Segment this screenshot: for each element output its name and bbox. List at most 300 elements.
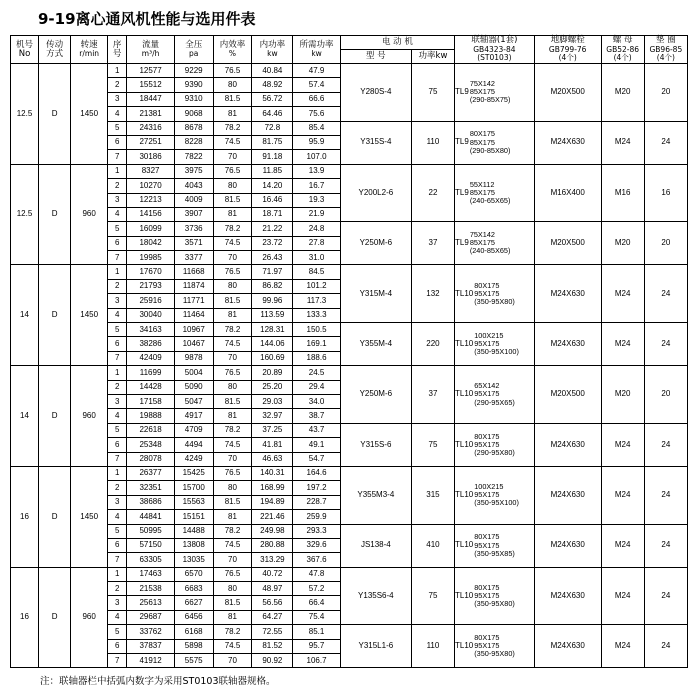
cell-inner-power: 168.99: [252, 481, 293, 495]
cell-motor-model: Y135S6-4: [340, 567, 411, 625]
cell-motor-model: Y315S-6: [340, 423, 411, 466]
coupling-spec-line: (290-95X65): [474, 397, 515, 407]
cell-flow: 27251: [127, 135, 174, 149]
cell-required-power: 66.6: [293, 92, 340, 106]
cell-washer: 20: [644, 222, 687, 265]
table-row: [11, 567, 688, 581]
cell-rpm: 1450: [71, 466, 108, 567]
coupling-type-label: TL10: [455, 590, 474, 600]
cell-pressure: 6683: [174, 582, 213, 596]
cell-pressure: 13035: [174, 553, 213, 567]
cell-inner-power: 64.27: [252, 610, 293, 624]
cell-nut: M20: [601, 366, 644, 424]
cell-anchor-bolt: M24X630: [534, 323, 601, 366]
cell-seq: 2: [107, 279, 126, 293]
cell-flow: 38286: [127, 337, 174, 351]
cell-seq: 1: [107, 265, 126, 279]
cell-required-power: 31.0: [293, 251, 340, 265]
coupling-spec-line: (350-95X100): [474, 347, 519, 357]
cell-seq: 6: [107, 438, 126, 452]
cell-coupling: [455, 524, 535, 567]
cell-inner-power: 32.97: [252, 409, 293, 423]
cell-washer: 20: [644, 366, 687, 424]
table-row: [11, 265, 688, 279]
cell-flow: 63305: [127, 553, 174, 567]
coupling-spec-stack: [474, 483, 519, 508]
cell-seq: 7: [107, 452, 126, 466]
header-washer: 垫 圈 GB96-85 (4个): [644, 36, 687, 64]
cell-seq: 6: [107, 236, 126, 250]
cell-flow: 44841: [127, 510, 174, 524]
cell-inner-power: 20.89: [252, 366, 293, 380]
cell-seq: 1: [107, 64, 126, 78]
header-no: 机号 No: [11, 36, 39, 64]
cell-pressure: 11464: [174, 308, 213, 322]
cell-seq: 3: [107, 294, 126, 308]
cell-required-power: 84.5: [293, 265, 340, 279]
cell-pressure: 6570: [174, 567, 213, 581]
cell-efficiency: 74.5: [213, 337, 252, 351]
coupling-spec-line: 85X175: [469, 238, 495, 248]
cell-efficiency: 74.5: [213, 538, 252, 552]
cell-flow: 19985: [127, 251, 174, 265]
header-flow: 流量 m³/h: [127, 36, 174, 64]
cell-pressure: 9390: [174, 78, 213, 92]
cell-seq: 1: [107, 466, 126, 480]
cell-pressure: 10967: [174, 323, 213, 337]
cell-motor-power: 220: [411, 323, 454, 366]
cell-efficiency: 70: [213, 553, 252, 567]
coupling-spec-stack: [474, 282, 515, 307]
cell-anchor-bolt: M20X500: [534, 64, 601, 122]
cell-flow: 10270: [127, 179, 174, 193]
coupling-spec-stack: [474, 382, 515, 407]
cell-efficiency: 81.5: [213, 495, 252, 509]
cell-pressure: 5898: [174, 639, 213, 653]
cell-seq: 4: [107, 610, 126, 624]
cell-inner-power: 313.29: [252, 553, 293, 567]
coupling-spec-line: 80X175: [474, 532, 500, 542]
cell-pressure: 4043: [174, 179, 213, 193]
cell-washer: 24: [644, 466, 687, 524]
cell-efficiency: 74.5: [213, 639, 252, 653]
cell-flow: 14428: [127, 380, 174, 394]
cell-seq: 4: [107, 207, 126, 221]
cell-inner-power: 26.43: [252, 251, 293, 265]
cell-seq: 4: [107, 308, 126, 322]
cell-efficiency: 81: [213, 510, 252, 524]
cell-coupling: [455, 265, 535, 323]
cell-required-power: 38.7: [293, 409, 340, 423]
cell-pressure: 10467: [174, 337, 213, 351]
cell-nut: M24: [601, 121, 644, 164]
cell-motor-model: Y250M-6: [340, 222, 411, 265]
cell-seq: 2: [107, 179, 126, 193]
cell-required-power: 21.9: [293, 207, 340, 221]
coupling-spec-line: 75X142: [469, 79, 495, 89]
cell-efficiency: 80: [213, 78, 252, 92]
cell-motor-power: 315: [411, 466, 454, 524]
cell-inner-power: 11.85: [252, 164, 293, 178]
cell-required-power: 54.7: [293, 452, 340, 466]
cell-efficiency: 76.5: [213, 265, 252, 279]
cell-nut: M16: [601, 164, 644, 222]
table-body: [11, 64, 688, 668]
cell-rpm: 960: [71, 164, 108, 265]
coupling-spec-line: (290-85X75): [469, 95, 511, 105]
coupling-spec-line: 55X112: [469, 179, 495, 189]
cell-flow: 11699: [127, 366, 174, 380]
cell-required-power: 329.6: [293, 538, 340, 552]
cell-pressure: 15700: [174, 481, 213, 495]
cell-inner-power: 90.92: [252, 654, 293, 668]
cell-inner-power: 81.75: [252, 135, 293, 149]
cell-seq: 5: [107, 423, 126, 437]
cell-efficiency: 81: [213, 107, 252, 121]
coupling-spec-stack: [474, 332, 519, 357]
cell-anchor-bolt: M24X630: [534, 121, 601, 164]
cell-fan-no: 14: [11, 265, 39, 366]
cell-inner-power: 71.97: [252, 265, 293, 279]
cell-rpm: 1450: [71, 64, 108, 165]
cell-seq: 3: [107, 495, 126, 509]
cell-seq: 2: [107, 78, 126, 92]
cell-efficiency: 78.2: [213, 625, 252, 639]
coupling-spec-line: 80X175: [474, 582, 500, 592]
cell-efficiency: 74.5: [213, 236, 252, 250]
cell-washer: 24: [644, 423, 687, 466]
coupling-spec-line: 95X175: [474, 439, 500, 449]
cell-efficiency: 76.5: [213, 366, 252, 380]
cell-seq: 5: [107, 323, 126, 337]
cell-inner-power: 14.20: [252, 179, 293, 193]
cell-seq: 6: [107, 639, 126, 653]
cell-required-power: 19.3: [293, 193, 340, 207]
cell-drive-type: D: [39, 466, 71, 567]
table-row: [11, 466, 688, 480]
cell-required-power: 107.0: [293, 150, 340, 164]
cell-pressure: 15563: [174, 495, 213, 509]
cell-efficiency: 81.5: [213, 395, 252, 409]
coupling-spec-stack: [474, 634, 515, 659]
table-row: [11, 164, 688, 178]
cell-nut: M24: [601, 567, 644, 625]
cell-flow: 30186: [127, 150, 174, 164]
cell-pressure: 6627: [174, 596, 213, 610]
coupling-spec-line: 80X175: [474, 280, 500, 290]
cell-efficiency: 76.5: [213, 164, 252, 178]
cell-efficiency: 70: [213, 654, 252, 668]
cell-efficiency: 76.5: [213, 567, 252, 581]
cell-motor-power: 110: [411, 625, 454, 668]
coupling-spec-line: 80X175: [469, 129, 495, 139]
cell-flow: 17670: [127, 265, 174, 279]
coupling-spec-stack: [474, 533, 515, 558]
cell-inner-power: 249.98: [252, 524, 293, 538]
cell-efficiency: 74.5: [213, 135, 252, 149]
cell-anchor-bolt: M16X400: [534, 164, 601, 222]
cell-required-power: 57.2: [293, 582, 340, 596]
cell-flow: 25613: [127, 596, 174, 610]
cell-inner-power: 48.92: [252, 78, 293, 92]
cell-coupling: [455, 164, 535, 222]
cell-efficiency: 81: [213, 409, 252, 423]
cell-efficiency: 70: [213, 150, 252, 164]
cell-efficiency: 78.2: [213, 524, 252, 538]
cell-efficiency: 80: [213, 582, 252, 596]
cell-required-power: 228.7: [293, 495, 340, 509]
cell-required-power: 49.1: [293, 438, 340, 452]
cell-efficiency: 70: [213, 351, 252, 365]
header-required-power: 所需功率 kw: [293, 36, 340, 64]
cell-seq: 2: [107, 481, 126, 495]
cell-required-power: 133.3: [293, 308, 340, 322]
header-efficiency: 内效率 %: [213, 36, 252, 64]
cell-nut: M20: [601, 222, 644, 265]
cell-washer: 24: [644, 121, 687, 164]
cell-flow: 38686: [127, 495, 174, 509]
cell-efficiency: 80: [213, 380, 252, 394]
table-row: [11, 64, 688, 78]
cell-motor-power: 75: [411, 64, 454, 122]
cell-seq: 6: [107, 135, 126, 149]
coupling-spec-line: 100X215: [474, 330, 504, 340]
cell-anchor-bolt: M24X630: [534, 466, 601, 524]
cell-nut: M24: [601, 323, 644, 366]
cell-inner-power: 64.46: [252, 107, 293, 121]
cell-flow: 16099: [127, 222, 174, 236]
cell-pressure: 11771: [174, 294, 213, 308]
coupling-spec-line: (240-85X65): [469, 246, 511, 256]
header-motor-kw: 功率kw: [411, 50, 454, 64]
cell-required-power: 66.4: [293, 596, 340, 610]
cell-flow: 25916: [127, 294, 174, 308]
cell-inner-power: 194.89: [252, 495, 293, 509]
cell-flow: 12213: [127, 193, 174, 207]
cell-inner-power: 72.55: [252, 625, 293, 639]
cell-seq: 4: [107, 107, 126, 121]
cell-inner-power: 72.8: [252, 121, 293, 135]
cell-inner-power: 113.59: [252, 308, 293, 322]
cell-inner-power: 221.46: [252, 510, 293, 524]
cell-motor-model: Y315S-4: [340, 121, 411, 164]
coupling-spec-line: 75X142: [469, 230, 495, 240]
coupling-spec-line: 85X175: [469, 187, 495, 197]
cell-pressure: 9229: [174, 64, 213, 78]
cell-efficiency: 76.5: [213, 466, 252, 480]
cell-inner-power: 21.22: [252, 222, 293, 236]
cell-flow: 30040: [127, 308, 174, 322]
cell-coupling: [455, 222, 535, 265]
cell-pressure: 8228: [174, 135, 213, 149]
cell-required-power: 16.7: [293, 179, 340, 193]
cell-motor-power: 110: [411, 121, 454, 164]
coupling-spec-line: 95X175: [474, 288, 500, 298]
cell-required-power: 24.8: [293, 222, 340, 236]
table-row: [11, 222, 688, 236]
cell-required-power: 106.7: [293, 654, 340, 668]
cell-pressure: 9310: [174, 92, 213, 106]
header-nut: 螺 母 GB52-86 (4个): [601, 36, 644, 64]
cell-seq: 6: [107, 337, 126, 351]
coupling-spec-line: 80X175: [474, 431, 500, 441]
cell-seq: 5: [107, 222, 126, 236]
cell-rpm: 960: [71, 567, 108, 668]
table-row: [11, 121, 688, 135]
cell-inner-power: 23.72: [252, 236, 293, 250]
table-row: [11, 323, 688, 337]
coupling-type-label: TL9: [455, 137, 469, 147]
performance-table: [10, 35, 688, 668]
cell-required-power: 95.7: [293, 639, 340, 653]
header-drive: 传动 方式: [39, 36, 71, 64]
cell-motor-power: 132: [411, 265, 454, 323]
cell-flow: 12577: [127, 64, 174, 78]
cell-flow: 57150: [127, 538, 174, 552]
cell-motor-model: Y250M-6: [340, 366, 411, 424]
coupling-spec-line: (350-95X85): [474, 548, 515, 558]
table-row: [11, 625, 688, 639]
cell-pressure: 8678: [174, 121, 213, 135]
cell-pressure: 9068: [174, 107, 213, 121]
cell-flow: 18042: [127, 236, 174, 250]
cell-flow: 21381: [127, 107, 174, 121]
cell-efficiency: 80: [213, 279, 252, 293]
cell-efficiency: 81: [213, 207, 252, 221]
cell-pressure: 15425: [174, 466, 213, 480]
cell-flow: 42409: [127, 351, 174, 365]
cell-drive-type: D: [39, 64, 71, 165]
cell-efficiency: 80: [213, 481, 252, 495]
cell-efficiency: 81.5: [213, 193, 252, 207]
cell-motor-power: 75: [411, 423, 454, 466]
cell-coupling: [455, 423, 535, 466]
cell-pressure: 3907: [174, 207, 213, 221]
cell-motor-model: Y315L1-6: [340, 625, 411, 668]
footnote: 注：联轴器栏中括弧内数字为采用ST0103联轴器规格。: [40, 676, 276, 688]
cell-seq: 3: [107, 395, 126, 409]
cell-seq: 5: [107, 524, 126, 538]
coupling-type-label: TL10: [455, 389, 474, 399]
cell-seq: 2: [107, 582, 126, 596]
cell-required-power: 43.7: [293, 423, 340, 437]
coupling-spec-line: 95X175: [474, 490, 500, 500]
cell-flow: 19888: [127, 409, 174, 423]
cell-motor-power: 37: [411, 366, 454, 424]
coupling-type-label: TL10: [455, 439, 474, 449]
cell-inner-power: 29.03: [252, 395, 293, 409]
cell-motor-model: Y280S-4: [340, 64, 411, 122]
cell-pressure: 4917: [174, 409, 213, 423]
coupling-spec-line: 95X175: [474, 540, 500, 550]
cell-inner-power: 37.25: [252, 423, 293, 437]
cell-pressure: 5575: [174, 654, 213, 668]
cell-seq: 7: [107, 150, 126, 164]
cell-seq: 5: [107, 121, 126, 135]
cell-nut: M24: [601, 423, 644, 466]
cell-flow: 25348: [127, 438, 174, 452]
table-row: [11, 423, 688, 437]
coupling-type-label: TL9: [455, 238, 469, 248]
cell-inner-power: 40.84: [252, 64, 293, 78]
cell-pressure: 9878: [174, 351, 213, 365]
cell-pressure: 11668: [174, 265, 213, 279]
cell-seq: 6: [107, 538, 126, 552]
cell-rpm: 1450: [71, 265, 108, 366]
cell-flow: 14156: [127, 207, 174, 221]
cell-drive-type: D: [39, 366, 71, 467]
cell-required-power: 57.4: [293, 78, 340, 92]
cell-anchor-bolt: M24X630: [534, 265, 601, 323]
cell-required-power: 13.9: [293, 164, 340, 178]
cell-flow: 8327: [127, 164, 174, 178]
cell-motor-power: 410: [411, 524, 454, 567]
cell-fan-no: 12.5: [11, 64, 39, 165]
cell-drive-type: D: [39, 567, 71, 668]
cell-required-power: 150.5: [293, 323, 340, 337]
cell-anchor-bolt: M24X630: [534, 625, 601, 668]
cell-seq: 7: [107, 553, 126, 567]
cell-seq: 5: [107, 625, 126, 639]
cell-pressure: 6456: [174, 610, 213, 624]
cell-pressure: 15151: [174, 510, 213, 524]
coupling-spec-line: (290-95X80): [474, 447, 515, 457]
cell-anchor-bolt: M20X500: [534, 366, 601, 424]
cell-inner-power: 81.52: [252, 639, 293, 653]
cell-nut: M24: [601, 625, 644, 668]
coupling-spec-line: 100X215: [474, 481, 504, 491]
cell-motor-model: Y315M-4: [340, 265, 411, 323]
page-title: 9-19离心通风机性能与选用件表: [38, 10, 256, 28]
cell-flow: 32351: [127, 481, 174, 495]
cell-required-power: 85.4: [293, 121, 340, 135]
cell-inner-power: 140.31: [252, 466, 293, 480]
cell-efficiency: 78.2: [213, 423, 252, 437]
cell-motor-power: 22: [411, 164, 454, 222]
cell-required-power: 367.6: [293, 553, 340, 567]
cell-required-power: 293.3: [293, 524, 340, 538]
cell-inner-power: 56.56: [252, 596, 293, 610]
coupling-spec-line: 80X175: [474, 633, 500, 643]
cell-efficiency: 81: [213, 610, 252, 624]
cell-flow: 37837: [127, 639, 174, 653]
cell-coupling: [455, 121, 535, 164]
coupling-spec-line: 95X175: [474, 590, 500, 600]
coupling-spec-line: (350-95X100): [474, 498, 519, 508]
cell-required-power: 47.9: [293, 64, 340, 78]
cell-fan-no: 12.5: [11, 164, 39, 265]
cell-motor-model: Y355M3-4: [340, 466, 411, 524]
cell-efficiency: 74.5: [213, 438, 252, 452]
cell-drive-type: D: [39, 265, 71, 366]
cell-nut: M24: [601, 466, 644, 524]
cell-inner-power: 41.81: [252, 438, 293, 452]
cell-efficiency: 81.5: [213, 92, 252, 106]
cell-pressure: 5090: [174, 380, 213, 394]
cell-efficiency: 78.2: [213, 222, 252, 236]
cell-washer: 16: [644, 164, 687, 222]
cell-seq: 4: [107, 409, 126, 423]
cell-anchor-bolt: M24X630: [534, 524, 601, 567]
header-motor: 电 动 机: [340, 36, 454, 50]
cell-seq: 1: [107, 567, 126, 581]
cell-flow: 41912: [127, 654, 174, 668]
coupling-spec-line: (350-95X80): [474, 649, 515, 659]
coupling-type-label: TL9: [455, 187, 469, 197]
cell-pressure: 5004: [174, 366, 213, 380]
cell-pressure: 7822: [174, 150, 213, 164]
cell-inner-power: 25.20: [252, 380, 293, 394]
